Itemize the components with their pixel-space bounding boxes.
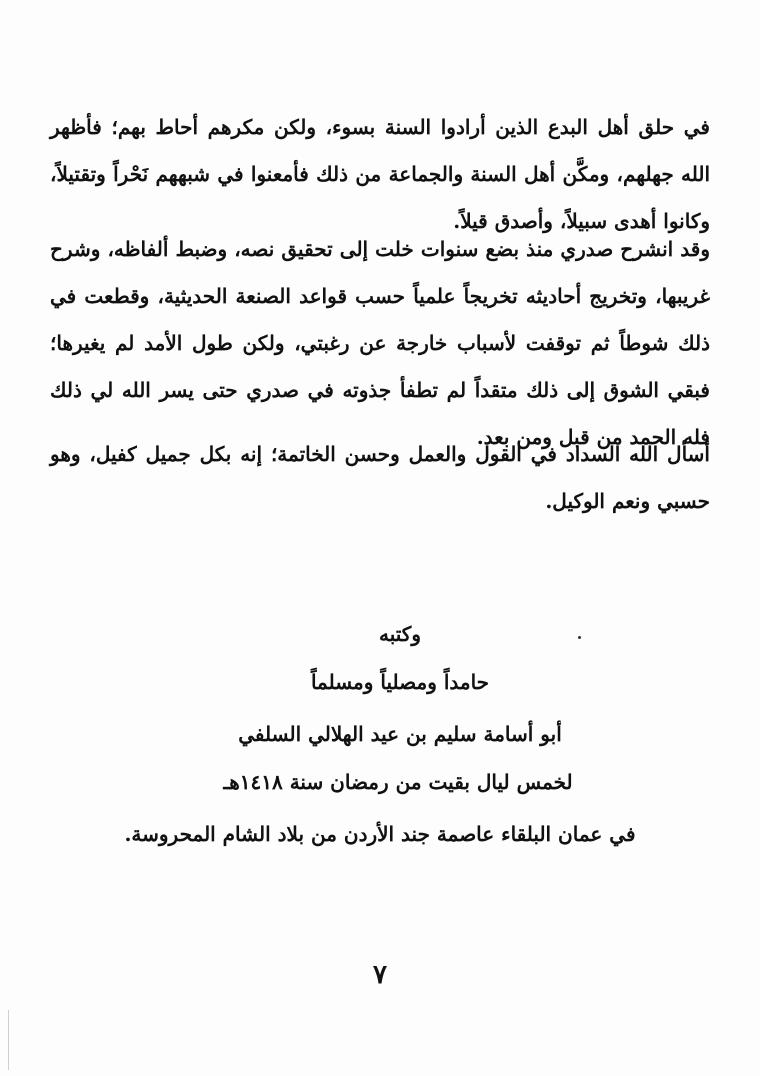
- intro-paragraph: في حلق أهل البدع الذين أرادوا السنة بسوء، ولكن مكرهم أحاط بهم؛ فأظهر الله جهلهم، ومكَّن أهل السنة والجماعة من ذلك فأمعنوا في شبههم نَحْراً وتقتيلاً، وكانوا أهدى سبيلاً، وأصدق قيلاً.: [50, 115, 710, 233]
- signature-wrote: وكتبه: [379, 622, 421, 646]
- signature-date: لخمس ليال بقيت من رمضان سنة ١٤١٨هـ: [223, 770, 573, 794]
- scan-edge-mark: [8, 1010, 9, 1070]
- signature-author: أبو أسامة سليم بن عيد الهلالي السلفي: [238, 722, 562, 746]
- scan-speck: [578, 636, 581, 639]
- supplication-paragraph: أسأل الله السداد في القول والعمل وحسن الخاتمة؛ إنه بكل جميل كفيل، وهو حسبي ونعم الوكيل.: [50, 442, 710, 513]
- signature-place: في عمان البلقاء عاصمة جند الأردن من بلاد الشام المحروسة.: [124, 822, 636, 846]
- work-history-paragraph: وقد انشرح صدري منذ بضع سنوات خلت إلى تحقيق نصه، وضبط ألفاظه، وشرح غريبها، وتخريج أحاديثه تخريجاً علمياً حسب قواعد الصنعة الحديثية، وقطعت في ذلك شوطاً ثم توقفت لأسباب خارجة عن رغبتي، ولكن طول الأمد لم يغيرها؛ فبقي الشوق إلى ذلك متقداً لم تطفأ جذوته في صدري حتى يسر الله لي ذلك فله الحمد من قبل ومن بعد.: [50, 237, 710, 449]
- page-number: ٧: [373, 960, 387, 990]
- signature-praising: حامداً ومصلياً ومسلماً: [310, 670, 490, 694]
